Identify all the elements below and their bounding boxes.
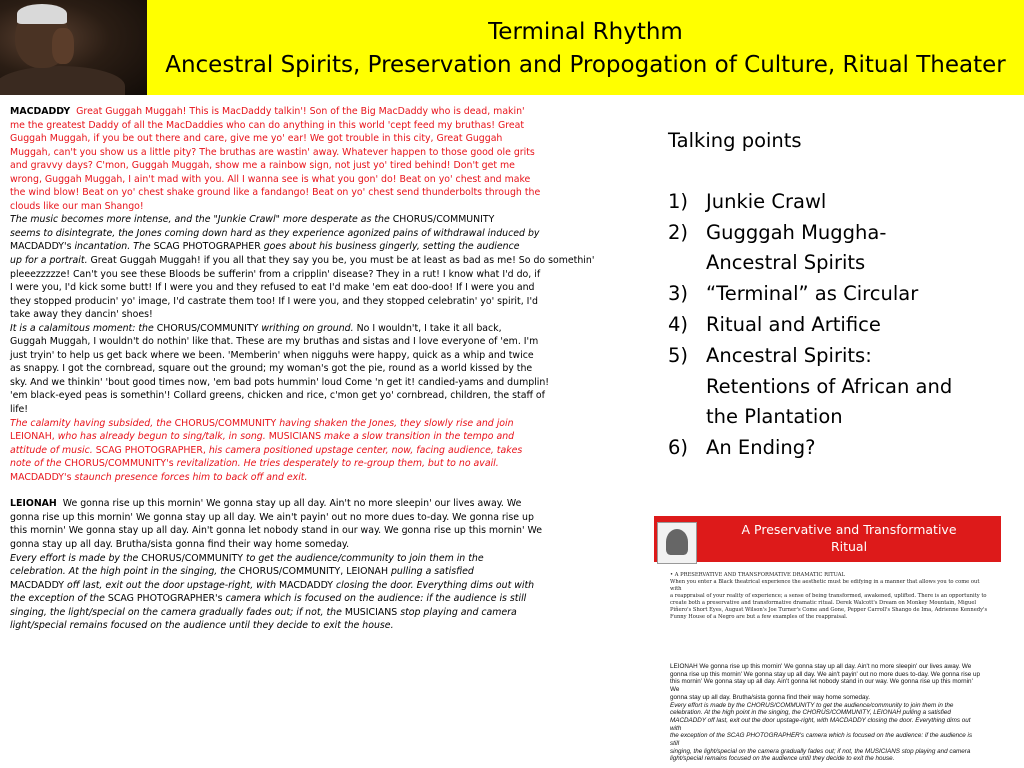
thumbnail-title: A Preservative and Transformative Ritual [741, 522, 957, 554]
script-line: I were you, I'd kick some butt! If I were you and they refused to eat I'd make 'em eat doo-doo! If I were you and [10, 282, 535, 294]
stage-direction: MACDADDY's staunch presence forces him to back off and exit. [10, 471, 308, 483]
talking-points-list [668, 187, 1008, 464]
stage-direction: light/special remains focused on the audience until they decide to exit the house. [10, 620, 394, 632]
list-item: 3) “Terminal” as Circular [668, 282, 919, 306]
stage-direction: MACDADDY's incantation. The SCAG PHOTOGRAPHER goes about his business gingerly, setting the audience [10, 241, 520, 253]
thumbnail-title-band [654, 516, 1001, 562]
stage-direction: The calamity having subsided, the CHORUS/COMMUNITY having shaken the Jones, they slowly rise and join [10, 417, 514, 429]
stage-direction: attitude of music. SCAG PHOTOGRAPHER, his camera positioned upstage center, now, facing audience, takes [10, 444, 523, 456]
title-line-2: Ancestral Spirits, Preservation and Propogation of Culture, Ritual Theater [165, 52, 1006, 78]
header-banner [0, 0, 1024, 95]
list-item: 4) Ritual and Artifice [668, 312, 881, 336]
script-line: they stopped producin' yo' image, I'd castrate them too! If I were you, and they stopped celebratin' yo' spirit, I'd [10, 295, 538, 307]
list-item: 6) An Ending? [668, 436, 816, 460]
script-line: the wind blow! Beat on yo' chest shake ground like a fandango! Beat on yo' chest send thunderbolts through the [10, 187, 541, 199]
thumbnail-script-text: LEIONAH We gonna rise up this mornin' We gonna stay up all day. Ain't no more sleepin' our lives away. We gonna rise up this mornin' We gonna stay up all day. We ain't payin' out no more dues to-day. We gonna rise up this mornin' We gonna stay up all day. Ain't gonna let nobody stand in our way. We gonna rise up this mornin' We gonna stay up all day. Brutha/sista gonna find their way home someday. Every effort is made by the CHORUS/COMMUNITY to get the audience/community to join them in the celebration. At the high point in the singing, the CHORUS/COMMUNITY, LEIONAH pulling a satisfied MACDADDY off last, exit out the door upstage-right, with MACDADDY closing the door. Everything dims out with the exception of the SCAG PHOTOGRAPHER's camera which is focused on the audience: if the audience is still singing, the light/special on the camera gradually fades out; if not, the MUSICIANS stop playing and camera light/special remains focused on the audience until they decide to exit the house. [670, 663, 981, 763]
stage-direction: the exception of the SCAG PHOTOGRAPHER's camera which is focused on the audience: if the audience is still [10, 593, 527, 605]
list-item: 5) Ancestral Spirits: Retentions of African and the Plantation [668, 343, 953, 429]
script-line: me the greatest Daddy of all the MacDaddies who can do anything in this world 'cept feed my bruthas! Great [10, 119, 525, 131]
slide-title [147, 16, 1024, 82]
stage-direction: It is a calamitous moment: the CHORUS/COMMUNITY writhing on ground. No I wouldn't, I take it all back, [10, 322, 502, 334]
speaker-name: LEIONAH [10, 498, 57, 510]
list-item: 2) Gugggah Muggha- Ancestral Spirits [668, 220, 887, 275]
script-line: just tryin' to help us get back where we been. 'Memberin' when nigguhs were happy, quick as a whip and twice [10, 349, 534, 361]
script-excerpt [10, 105, 650, 633]
stage-direction: Every effort is made by the CHORUS/COMMUNITY to get the audience/community to join them in the [10, 552, 484, 564]
talking-points-heading: Talking points [668, 129, 802, 152]
script-line: up for a portrait. Great Guggah Muggah! if you all that they say you be, you must be at least as bad as me! So do somethin' [10, 255, 595, 267]
script-line: LEIONAH We gonna rise up this mornin' We gonna stay up all day. Ain't no more sleepin' our lives away. We [10, 498, 522, 510]
script-line: as snappy. I got the cornbread, square out the ground; my woman's got the pie, round as a world kissed by the [10, 363, 533, 375]
script-line: sky. And we thinkin' 'bout good times now, 'em bad pots hummin' loud Come 'n get it! candied-yams and dumplin! [10, 376, 550, 388]
script-line: Guggah Muggah, if you be out there and care, give me yo' ear! We got trouble in this city, Great Guggah [10, 133, 503, 145]
stage-direction: singing, the light/special on the camera gradually fades out; if not, the MUSICIANS stop playing and camera [10, 606, 517, 618]
speaker-name: MACDADDY [10, 106, 71, 117]
script-line: 'em black-eyed peas is somethin'! Collard greens, chicken and rice, c'mon get yo' cornbread, children, the staff of [10, 390, 545, 402]
script-line: pleeezzzzze! Can't you see these Bloods be sufferin' from a cripplin' disease? They in a rut! I know what I'd do, if [10, 268, 541, 280]
script-line: gonna stay up all day. Brutha/sista gonna find their way home someday. [10, 538, 350, 550]
talking-points [668, 126, 1008, 464]
script-line: take away they dancin' shoes! [10, 309, 153, 321]
script-line: MACDADDY Great Guggah Muggah! This is MacDaddy talkin'! Son of the Big MacDaddy who is dead, makin' [10, 106, 525, 117]
stage-direction: MACDADDY off last, exit out the door upstage-right, with MACDADDY closing the door. Everything dims out with [10, 579, 535, 591]
stage-direction: LEIONAH, who has already begun to sing/talk, in song. MUSICIANS make a slow transition in the tempo and [10, 431, 515, 443]
script-line: gonna rise up this mornin' We gonna stay up all day. We ain't payin' out no more dues to-day. We gonna rise up [10, 511, 534, 523]
stage-direction: The music becomes more intense, and the "Junkie Crawl" more desperate as the CHORUS/COMMUNITY [10, 214, 495, 226]
title-line-1: Terminal Rhythm [488, 19, 683, 45]
stage-direction: celebration. At the high point in the singing, the CHORUS/COMMUNITY, LEIONAH pulling a satisfied [10, 566, 474, 578]
list-item: 1) Junkie Crawl [668, 189, 827, 213]
stage-direction: seems to disintegrate, the Jones coming down hard as they experience agonized pains of withdrawal induced by [10, 227, 540, 239]
script-line: life! [10, 404, 29, 416]
stage-direction: note of the CHORUS/COMMUNITY's revitalization. He tries desperately to re-group them, but to no avail. [10, 458, 499, 470]
script-line: and gravvy days? C'mon, Guggah Muggah, show me a rainbow sign, not just yo' tired behind! Don't get me [10, 160, 515, 172]
script-line: clouds like our man Shango! [10, 200, 144, 212]
script-line: this mornin' We gonna stay up all day. Ain't gonna let nobody stand in our way. We gonna rise up this mornin' We [10, 525, 543, 537]
slide-thumbnail [654, 514, 1001, 764]
script-line: Muggah, can't you show us a little pity? The bruthas are wastin' away. Whatever happen to those good ole grits [10, 146, 535, 158]
seal-logo [657, 522, 697, 564]
script-line: wrong, Guggah Muggah, I ain't mad with you. All I wanna see is what you gon' do! Beat on yo' chest and make [10, 173, 531, 185]
author-photo [0, 0, 147, 95]
script-line: Guggah Muggah, I wouldn't do nothin' like that. These are my bruthas and sistas and I love everyone of 'em. I'm [10, 336, 539, 348]
thumbnail-body-text: • A PRESERVATIVE AND TRANSFORMATIVE DRAMATIC RITUAL When you enter a Black theatrical experience the aesthetic must be edifying in a manner that allows you to come out with a reappraisal of your reality of experience; a sense of being transformed, awakened, uplifted. There is an opportunity to create both a preservative and transformative dramatic ritual. Derek Walcott's Dream on Monkey Mountain, Miguel Piñero's Short Eyes, August Wilson's Joe Turner's Come and Gone, Pepper Carroll's Shango de Ima, Adrienne Kennedy's Funny House of a Negro are but a few examples of the reappraisal. [670, 572, 988, 620]
